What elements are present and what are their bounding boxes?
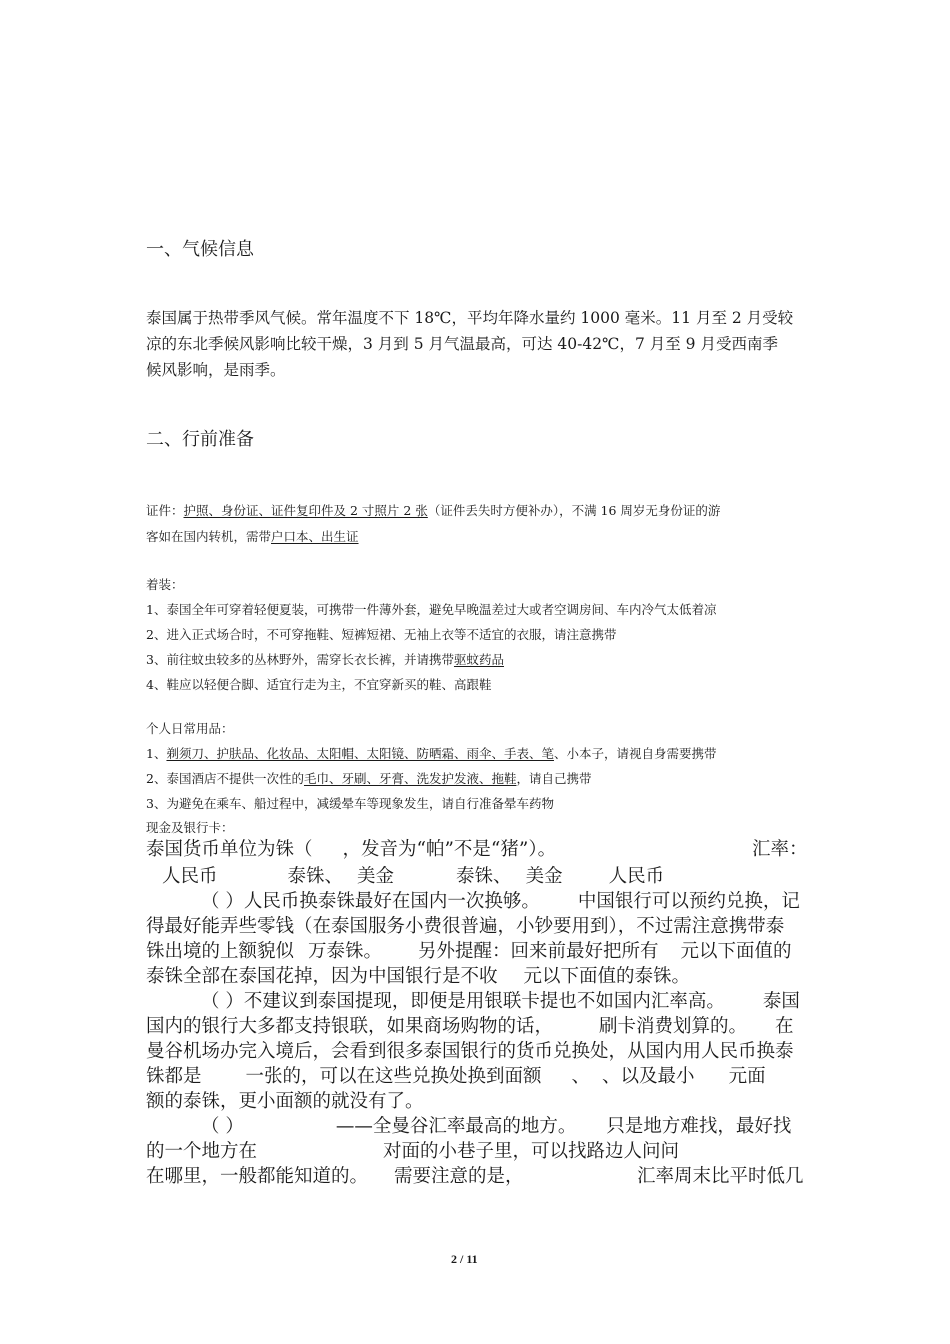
cash-p3-line-1 (201, 1112, 791, 1138)
cash-p1-l4b: 元以下面值的泰铢。 (523, 966, 691, 987)
cash-p2-l1b: 泰国 (762, 991, 800, 1012)
cash-l2d: 泰铢、 (456, 866, 512, 887)
daily-line1-pre: 1、 (146, 746, 167, 761)
prep-heading: 二、行前准备 (146, 429, 254, 450)
clothing-line3-text: 3、前往蚊虫较多的丛林野外，需穿长衣长裤，并请携带 (146, 652, 454, 667)
cash-p3-l2a: 的一个地方在 (146, 1141, 258, 1162)
cash-title: 现金及银行卡： (146, 820, 234, 835)
climate-line-2: 凉的东北季候风影响比较干燥，3 月到 5 月气温最高，可达 40-42℃，7 月至 9 月受西南季 (146, 335, 778, 353)
cash-l1b: ，发音为“帕”不是“猪”）。 (342, 839, 557, 860)
daily-line-3: 3、为避免在乘车、船过程中，减缓晕车等现象发生，请自行准备晕车药物 (146, 796, 554, 811)
cash-p3-line-3 (146, 1162, 524, 1188)
cash-p3-line-2 (146, 1137, 679, 1163)
climate-line-1: 泰国属于热带季风气候。常年温度不下 18℃，平均年降水量约 1000 毫米。11 月至 2 月受较 (146, 309, 794, 327)
cash-p2-l2b: 刷卡消费划算的。 (599, 1016, 748, 1037)
page-number: 2 / 11 (451, 1252, 478, 1266)
cash-l2e: 美金 (525, 866, 563, 887)
cash-p2-line-5: 额的泰铢，更小面额的就没有了。 (146, 1091, 424, 1112)
cash-p2-line-3: 曼谷机场办完入境后，会看到很多泰国银行的货币兑换处，从国内用人民币换泰 (146, 1041, 794, 1062)
documents-line2-items: 户口本、出生证 (271, 529, 359, 544)
clothing-title: 着装： (146, 577, 184, 592)
climate-heading: 一、气候信息 (146, 239, 254, 260)
cash-p1-l1b: 中国银行可以预约兑换，记 (577, 891, 800, 912)
cash-p2-line-2 (146, 1012, 794, 1038)
documents-line-2 (146, 527, 359, 545)
daily-line1-post: 、小本子，请视自身需要携带 (553, 746, 717, 761)
cash-p2-l4c: 、 (571, 1066, 591, 1087)
cash-p2-l2c: 在 (775, 1016, 794, 1037)
clothing-line-3 (146, 650, 504, 668)
daily-line2-items: 毛巾、牙刷、牙膏、洗发护发液、拖鞋 (303, 771, 517, 786)
cash-p1-line-4 (146, 962, 690, 988)
climate-line-3: 候风影响，是雨季。 (146, 361, 286, 379)
cash-l2a: 人民币 (162, 866, 218, 887)
daily-title: 个人日常用品： (146, 721, 234, 736)
clothing-line-2: 2、进入正式场合时，不可穿拖鞋、短裤短裙、无袖上衣等不适宜的衣服，请注意携带 (146, 627, 617, 642)
cash-l2c: 美金 (357, 866, 395, 887)
daily-line2-pre: 2、泰国酒店不提供一次性的 (146, 771, 304, 786)
cash-p1-l3b: 万泰铢。 (308, 941, 383, 962)
cash-line-1 (146, 835, 556, 861)
cash-rate-label: 汇率： (752, 839, 808, 860)
cash-p1-l3a: 铢出境的上额貌似 (146, 941, 295, 962)
cash-line-2 (162, 862, 664, 888)
cash-p2-l1a: （ ）不建议到泰国提现，即便是用银联卡提也不如国内汇率高。 (201, 991, 725, 1012)
cash-p1-l4a: 泰铢全部在泰国花掉，因为中国银行是不收 (146, 966, 498, 987)
daily-line-1 (146, 744, 716, 762)
daily-line1-items: 剃须刀、护肤品、化妆品、太阳帽、太阳镜、防晒霜、雨伞、手表、笔 (166, 746, 554, 761)
documents-items: 护照、身份证、证件复印件及 2 寸照片 2 张 (183, 503, 428, 518)
daily-line2-post: ，请自己携带 (516, 771, 592, 786)
cash-p2-l4b: 一张的，可以在这些兑换处换到面额 (245, 1066, 542, 1087)
clothing-line3-item: 驱蚊药品 (453, 652, 504, 667)
cash-p3-l2b: 对面的小巷子里，可以找路边人问问 (383, 1141, 680, 1162)
cash-p2-l4e: 元面 (728, 1066, 766, 1087)
documents-label: 证件： (146, 503, 184, 518)
cash-p2-l4d: 、以及最小 (602, 1066, 695, 1087)
cash-p1-l3d: 元以下面值的 (680, 941, 792, 962)
cash-p1-line-2: 得最好能弄些零钱（在泰国服务小费很普遍，小钞要用到），不过需注意携带泰 (146, 916, 785, 937)
cash-p3-l3c: 汇率周末比平时低几 (637, 1166, 804, 1187)
cash-p1-line-1 (201, 887, 800, 913)
documents-line-1 (146, 501, 720, 519)
daily-line-2 (146, 769, 592, 787)
cash-p2-l2a: 国内的银行大多都支持银联，如果商场购物的话， (146, 1016, 554, 1037)
cash-p2-l4a: 铢都是 (146, 1066, 202, 1087)
cash-p1-l3c: 另外提醒：回来前最好把所有 (418, 941, 659, 962)
documents-line2-prefix: 客如在国内转机，需带 (146, 529, 272, 544)
cash-l1a: 泰国货币单位为铢（ (146, 839, 313, 860)
cash-p1-l1a: （ ）人民币换泰铢最好在国内一次换够。 (201, 891, 540, 912)
cash-l2b: 泰铢、 (287, 866, 344, 887)
cash-p3-l1a: （ ） (201, 1116, 244, 1137)
cash-p3-l1b: ——全曼谷汇率最高的地方。 (335, 1116, 577, 1137)
cash-p3-l1c: 只是地方难找，最好找 (606, 1116, 792, 1137)
documents-note: （证件丢失时方便补办），不满 16 周岁无身份证的游 (427, 503, 721, 518)
cash-l2f: 人民币 (608, 866, 665, 887)
cash-p2-line-1 (201, 987, 800, 1013)
clothing-line-4: 4、鞋应以轻便合脚、适宜行走为主，不宜穿新买的鞋、高跟鞋 (146, 677, 492, 692)
cash-p3-l3b: 需要注意的是， (394, 1166, 524, 1187)
clothing-line-1: 1、泰国全年可穿着轻便夏装，可携带一件薄外套，避免早晚温差过大或者空调房间、车内冷气太低着凉 (146, 602, 717, 617)
cash-p1-line-3 (146, 937, 792, 963)
cash-p3-l3a: 在哪里，一般都能知道的。 (146, 1166, 369, 1187)
cash-p2-line-4 (146, 1062, 766, 1088)
